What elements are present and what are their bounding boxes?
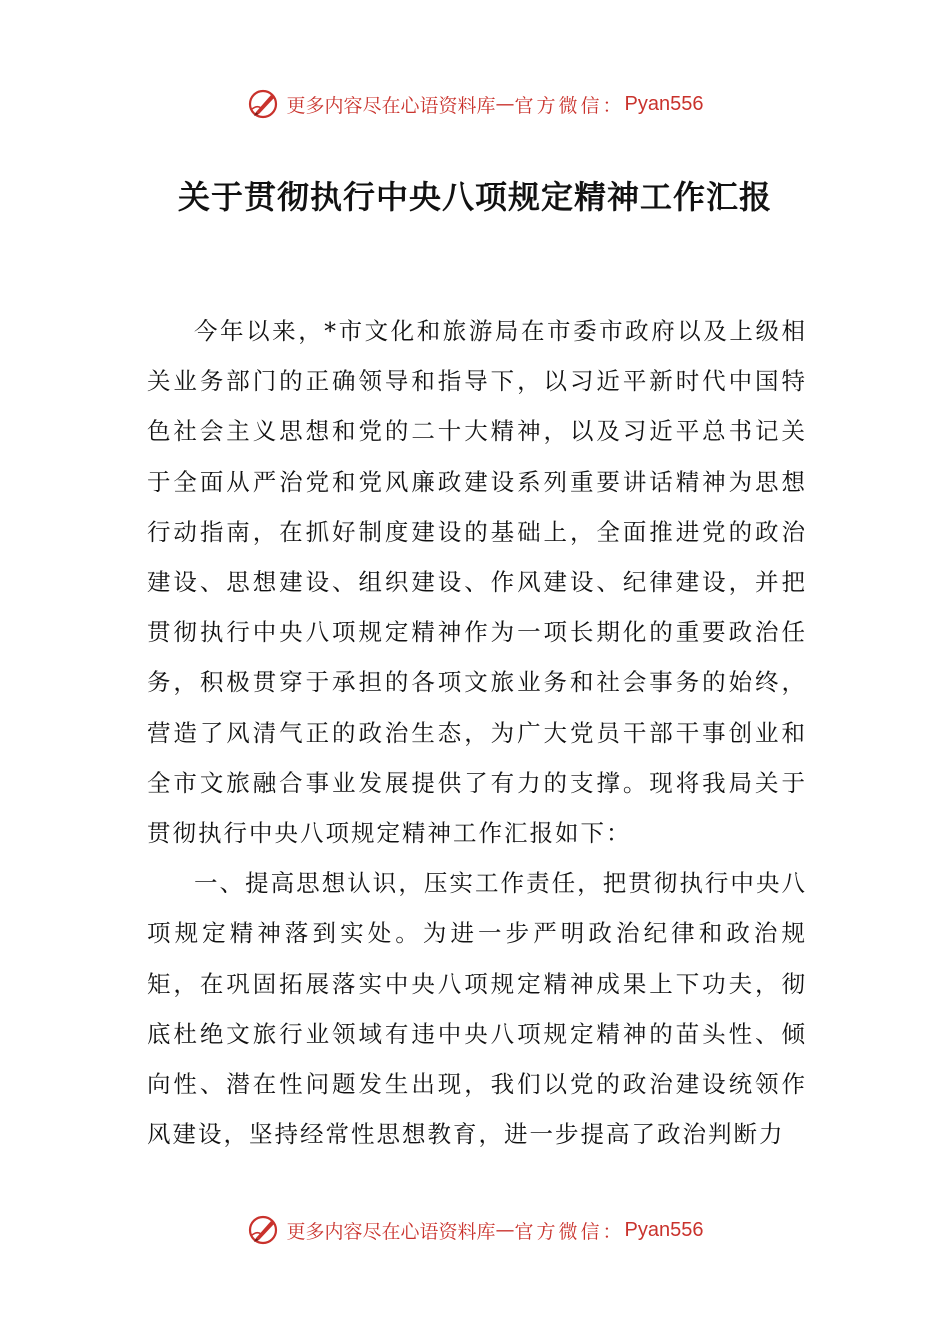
watermark-wechat-id: Pyan556: [624, 1218, 704, 1241]
watermark-label: 官方微信：: [514, 1220, 625, 1243]
header-watermark: [0, 84, 950, 124]
watermark-text: 更多内容尽在心语资料库: [286, 1220, 496, 1243]
pen-logo-icon: [247, 87, 281, 121]
watermark-dash: —: [495, 93, 515, 115]
document-body: [147, 306, 807, 1159]
pen-logo-icon: [247, 1213, 281, 1247]
paragraph: 一、提高思想认识，压实工作责任，把贯彻执行中央八项规定精神落到实处。为进一步严明政治纪律和政治规矩，在巩固拓展落实中央八项规定精神成果上下功夫，彻底杜绝文旅行业领域有违中央八项规定精神的苗头性、倾向性、潜在性问题发生出现，我们以党的政治建设统领作风建设，坚持经常性思想教育，进一步提高了政治判断力: [147, 869, 807, 1149]
watermark-dash: —: [495, 1219, 515, 1241]
watermark-label: 官方微信：: [514, 94, 625, 117]
watermark-text: 更多内容尽在心语资料库: [286, 94, 496, 117]
document-title: 关于贯彻执行中央八项规定精神工作汇报: [177, 178, 772, 216]
watermark-wechat-id: Pyan556: [624, 92, 704, 115]
footer-watermark: [0, 1210, 950, 1250]
paragraph: 今年以来，*市文化和旅游局在市委市政府以及上级相关业务部门的正确领导和指导下，以习近平新时代中国特色社会主义思想和党的二十大精神，以及习近平总书记关于全面从严治党和党风廉政建设系列重要讲话精神为思想行动指南，在抓好制度建设的基础上，全面推进党的政治建设、思想建设、组织建设、作风建设、纪律建设，并把贯彻执行中央八项规定精神作为一项长期化的重要政治任务，积极贯穿于承担的各项文旅业务和社会事务的始终，营造了风清气正的政治生态，为广大党员干部干事创业和全市文旅融合事业发展提供了有力的支撑。现将我局关于贯彻执行中央八项规定精神工作汇报如下：: [147, 317, 807, 848]
